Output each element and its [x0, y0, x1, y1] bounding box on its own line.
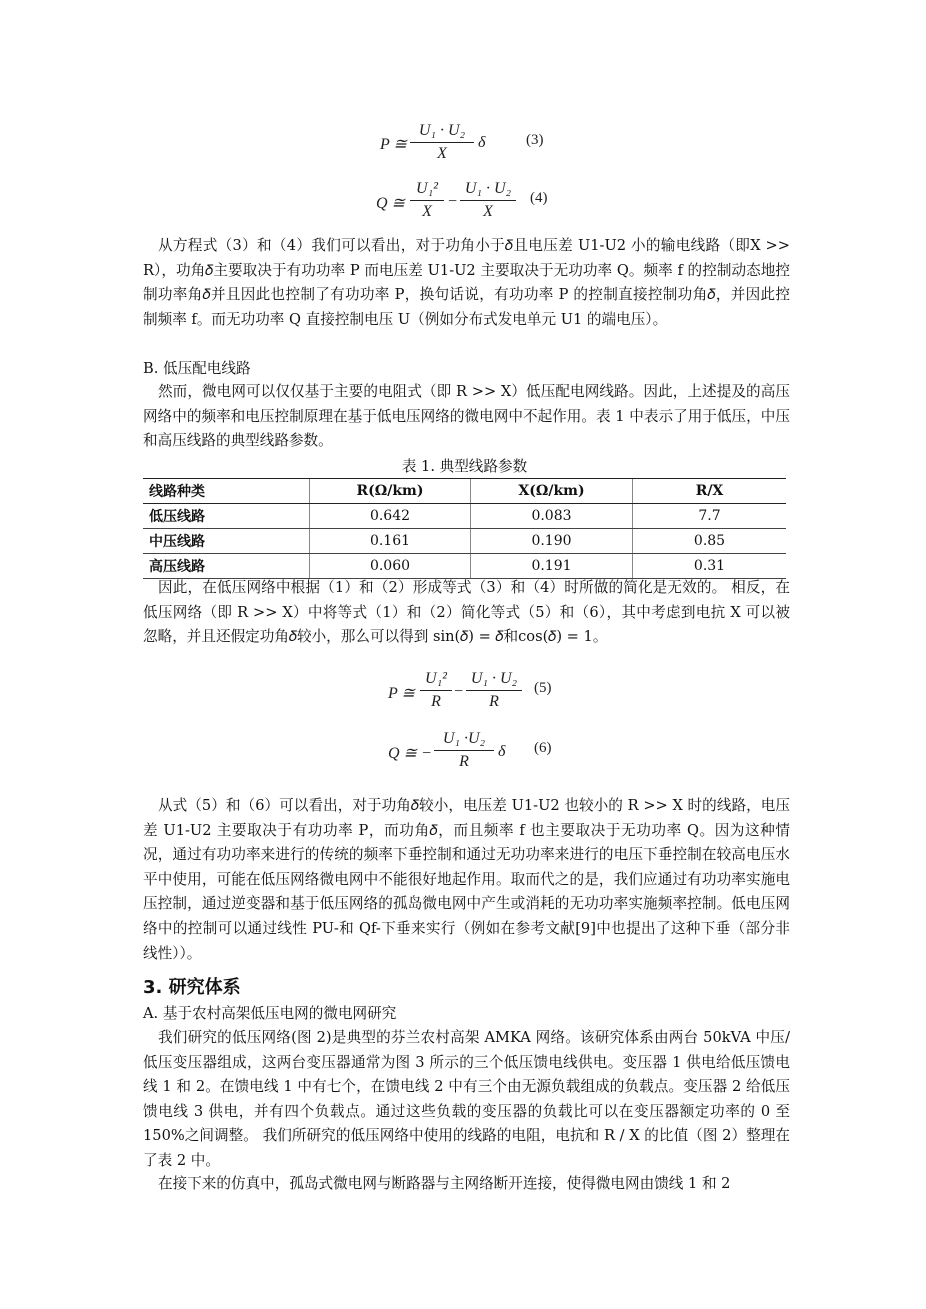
- minus-sign: −: [448, 193, 458, 210]
- table-cell: 0.083: [471, 504, 633, 529]
- table-row: [143, 504, 786, 529]
- equation-lhs: Q ≅: [376, 195, 405, 212]
- fraction: [410, 120, 474, 165]
- equation-5: [388, 668, 608, 718]
- paragraph-text: 从式（5）和（6）可以看出，对于功角𝛿较小，电压差 U1-U2 也较小的 R >> X 时的线路，电压差 U1-U2 主要取决于有功功率 P，而功角𝛿，而且频率 f 也主要取决于无功功率 Q。因为这种情况，通过有功功率来进行的传统的频率下垂控制和通过无功功率来进行的电压下垂控制在较高电压水平中使用，可能在低压网络微电网中不能很好地起作用。取而代之的是，我们应通过有功功率实施电压控制，通过逆变器和基于低压网络的孤岛微电网中产生或消耗的无功功率实施频率控制。低电压网络中的控制可以通过线性 PU-和 Qf-下垂来实行（例如在参考文献[9]中也提出了这种下垂（部分非线性））。: [143, 797, 790, 962]
- table-header-row: [143, 479, 786, 504]
- numerator: U₁²: [425, 670, 447, 687]
- table-cell: 0.060: [310, 554, 471, 579]
- table-cell: 0.190: [471, 529, 633, 554]
- equation-number: (6): [534, 740, 552, 756]
- equation-number: (3): [526, 132, 544, 148]
- denominator: R: [431, 693, 441, 710]
- table-row: [143, 529, 786, 554]
- table-cell: 低压线路: [143, 504, 310, 529]
- line-parameter-table: [143, 478, 786, 579]
- table-cell: 高压线路: [143, 554, 310, 579]
- table-header: R/X: [633, 479, 787, 504]
- table-row: [143, 554, 786, 579]
- fraction: [434, 728, 494, 773]
- table-cell: 0.31: [633, 554, 787, 579]
- paragraph-text: 我们研究的低压网络(图 2)是典型的芬兰农村高架 AMKA 网络。该研究体系由两台 50kVA 中压/低压变压器组成，这两台变压器通常为图 3 所示的三个低压馈电线供电。变压器 1 供电给低压馈电线 1 和 2。在馈电线 1 中有七个，在馈电线 2 中有三个由无源负载组成的负载点。变压器 2 给低压馈电线 3 供电，并有四个负载点。通过这些负载的变压器的负载比可以在变压器额定功率的 0 至 150%之间调整。 我们所研究的低压网络中使用的线路的电阻，电抗和 R / X 的比值（图 2）整理在了表 2 中。: [143, 1029, 790, 1169]
- table-cell: 0.191: [471, 554, 633, 579]
- paragraph: [143, 234, 790, 332]
- denominator: X: [422, 203, 432, 220]
- denominator: X: [483, 203, 493, 220]
- numerator: U₁ · U₂: [464, 180, 512, 197]
- equation-lhs: P ≅: [380, 136, 407, 153]
- section-heading-a: A. 基于农村高架低压电网的微电网研究: [143, 1005, 397, 1022]
- fraction: [460, 178, 516, 223]
- denominator: R: [459, 753, 469, 770]
- fraction: [466, 668, 522, 713]
- numerator: U₁ ·U₂: [442, 730, 486, 747]
- paragraph-text: 然而，微电网可以仅仅基于主要的电阻式（即 R >> X）低压配电网线路。因此，上述提及的高压网络中的频率和电压控制原理在基于低电压网络的微电网中不起作用。表 1 中表示了用于低压，中压和高压线路的典型线路参数。: [143, 383, 790, 450]
- delta-symbol: δ: [478, 134, 486, 151]
- table-header: R(Ω/km): [310, 479, 471, 504]
- equation-lhs: Q ≅ −: [388, 745, 432, 762]
- section-heading-b: B. 低压配电线路: [143, 360, 251, 377]
- numerator: U₁ · U₂: [470, 670, 518, 687]
- table-cell: 0.161: [310, 529, 471, 554]
- table-header: 线路种类: [143, 479, 310, 504]
- table-caption: 表 1. 典型线路参数: [401, 458, 528, 475]
- equation-4: [376, 178, 596, 228]
- equation-number: (4): [530, 190, 548, 206]
- fraction: [410, 178, 444, 223]
- table-cell: 0.85: [633, 529, 787, 554]
- table-header: X(Ω/km): [471, 479, 633, 504]
- paragraph-text: 从方程式（3）和（4）我们可以看出，对于功角小于𝛿且电压差 U1-U2 小的输电线路（即X >> R），功角𝛿主要取决于有功功率 P 而电压差 U1-U2 主要取决于无功功率 Q。频率 f 的控制动态地控制功率角𝛿并且因此也控制了有功功率 P，换句话说，有功功率 P 的控制直接控制功角𝛿，并因此控制频率 f。而无功功率 Q 直接控制电压 U（例如分布式发电单元 U1 的端电压）。: [143, 237, 790, 328]
- numerator: U₁ · U₂: [418, 122, 466, 139]
- fraction: [420, 668, 452, 713]
- denominator: R: [489, 693, 499, 710]
- table-cell: 0.642: [310, 504, 471, 529]
- numerator: U₁²: [416, 180, 438, 197]
- section-heading-3: 3. 研究体系: [143, 977, 241, 998]
- delta-symbol: δ: [498, 743, 506, 760]
- minus-sign: −: [454, 683, 464, 700]
- table-cell: 7.7: [633, 504, 787, 529]
- paragraph: [143, 1172, 790, 1197]
- table-cell: 中压线路: [143, 529, 310, 554]
- paragraph-text: 因此，在低压网络中根据（1）和（2）形成等式（3）和（4）时所做的简化是无效的。 相反，在低压网络（即 R >> X）中将等式（1）和（2）简化等式（5）和（6），其中考虑到电抗 X 可以被忽略，并且还假定功角𝛿较小，那么可以得到 sin(𝛿) = 𝛿和cos(𝛿) = 1。: [143, 579, 790, 646]
- equation-lhs: P ≅: [388, 685, 415, 702]
- paragraph: [143, 576, 790, 650]
- equation-3: [380, 120, 580, 170]
- equation-number: (5): [534, 680, 552, 696]
- paragraph: [143, 380, 790, 454]
- denominator: X: [437, 145, 447, 162]
- equation-6: [388, 728, 608, 778]
- paragraph: [143, 1026, 790, 1174]
- paragraph-text: 在接下来的仿真中，孤岛式微电网与断路器与主网络断开连接，使得微电网由馈线 1 和 2: [158, 1175, 731, 1192]
- paragraph: [143, 794, 790, 966]
